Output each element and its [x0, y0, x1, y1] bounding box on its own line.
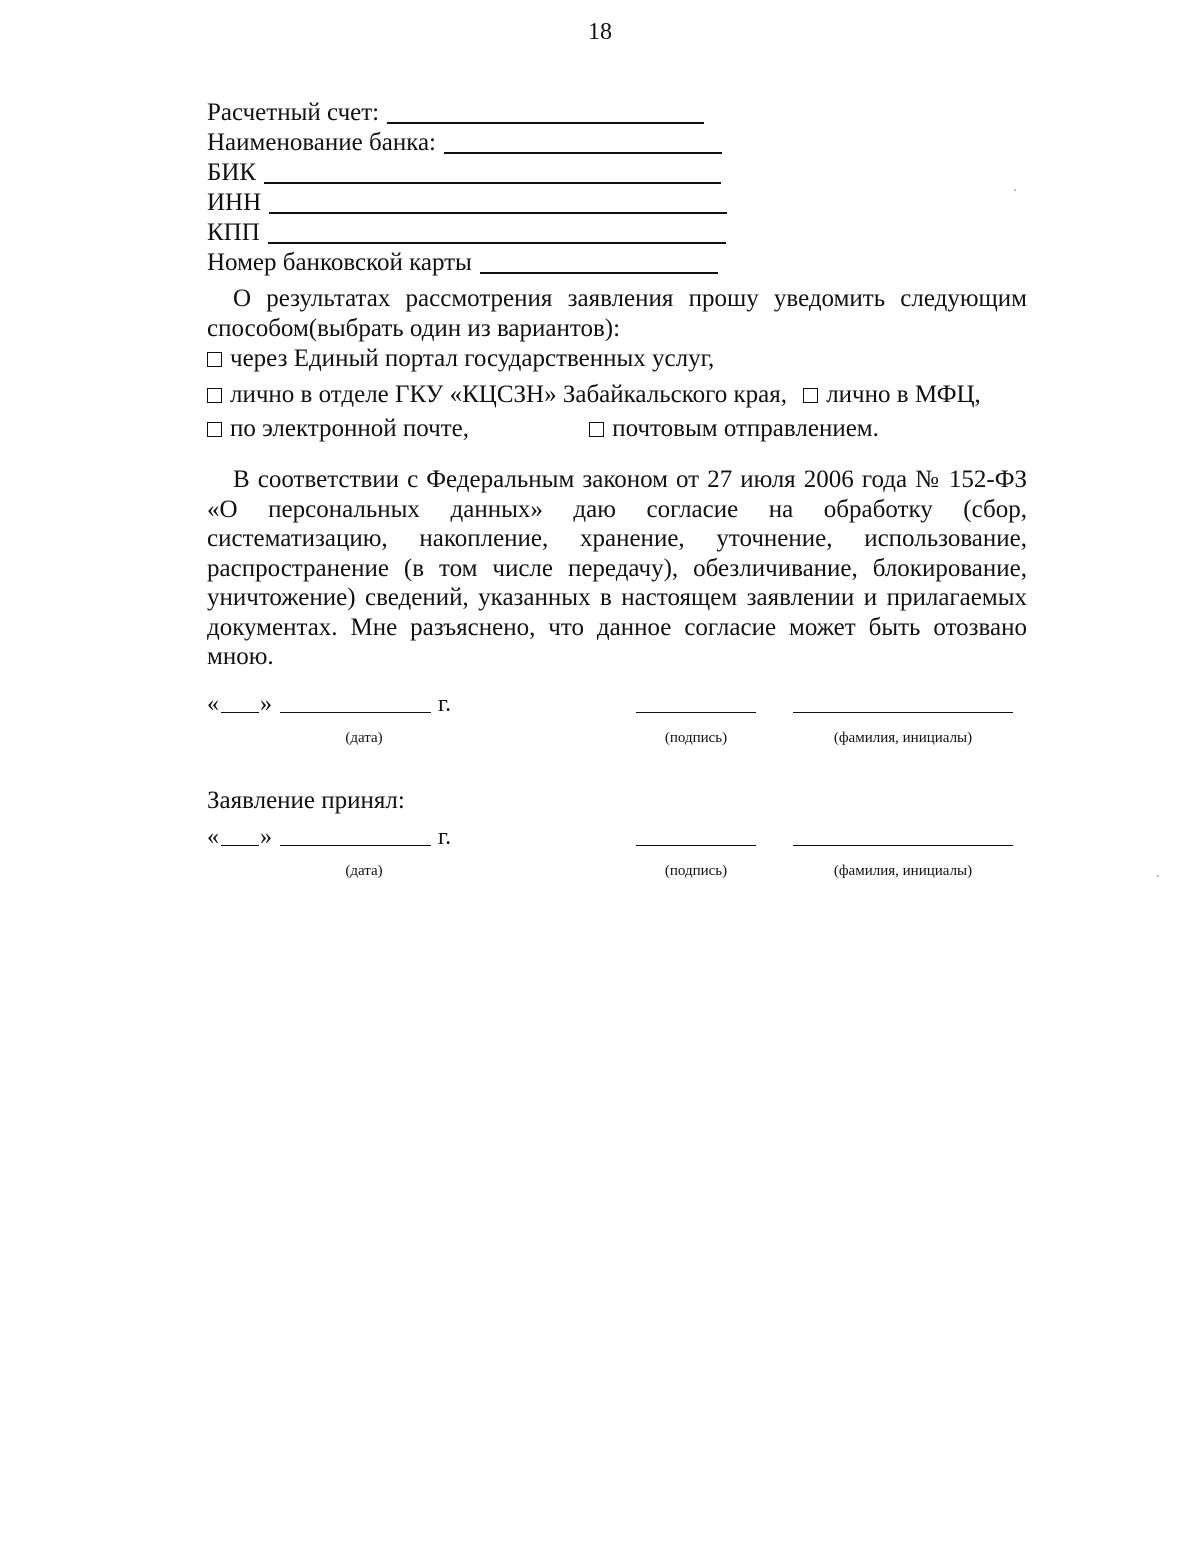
date-quote-open: « — [207, 691, 219, 717]
field-card-number — [207, 248, 718, 277]
option-epgu-label: через Единый портал государственных услуг, — [230, 345, 715, 372]
scan-speck — [1014, 189, 1016, 191]
option-epgu[interactable] — [207, 344, 714, 374]
receiver-signature-row — [0, 823, 1200, 883]
scan-speck — [1157, 875, 1159, 877]
signature-caption: (подпись) — [664, 730, 728, 746]
checkbox-kcszn[interactable] — [207, 388, 222, 403]
option-post[interactable] — [589, 414, 879, 444]
option-mfc-label: лично в МФЦ, — [826, 381, 981, 408]
option-email-label: по электронной почте, — [230, 415, 469, 442]
field-kpp — [207, 218, 726, 247]
field-kpp-label: КПП — [207, 219, 260, 246]
receiver-date-caption: (дата) — [345, 863, 383, 879]
option-row-3 — [207, 414, 879, 444]
receiver-date-quote-open: « — [207, 824, 219, 850]
field-bank-name — [207, 128, 722, 157]
field-account-input[interactable] — [387, 100, 704, 124]
receiver-year-suffix: г. — [438, 824, 452, 850]
field-inn — [207, 188, 727, 217]
receiver-signature-caption: (подпись) — [664, 863, 728, 879]
notify-paragraph: О результатах рассмотрения заявления прошу уведомить следующим способом(выбрать один из вариантов): — [207, 285, 1027, 342]
name-initials-input[interactable] — [793, 712, 1013, 713]
field-card-number-input[interactable] — [480, 250, 718, 274]
day-input[interactable] — [221, 712, 259, 713]
receiver-month-year-input[interactable] — [280, 845, 431, 846]
receiver-day-input[interactable] — [221, 845, 259, 846]
consent-paragraph: В соответствии с Федеральным законом от 27 июля 2006 года № 152-ФЗ «О персональных данных» даю согласие на обработку (сбор, систематизацию, накопление, хранение, уточнение, использование, распространение (в том числе передачу), обезличивание, блокирование, уничтожение) сведений, указанных в настоящем заявлении и прилагаемых документах. Мне разъяснено, что данное согласие может быть отозвано мною. — [207, 466, 1027, 670]
checkbox-post[interactable] — [589, 422, 604, 437]
checkbox-epgu[interactable] — [207, 352, 222, 367]
receiver-signature-input[interactable] — [636, 845, 756, 846]
page-number: 18 — [588, 19, 612, 45]
option-email[interactable] — [207, 414, 583, 444]
received-label: Заявление принял: — [207, 787, 405, 814]
date-quote-close: » — [260, 691, 272, 717]
field-kpp-input[interactable] — [268, 220, 726, 244]
name-caption: (фамилия, инициалы) — [833, 730, 973, 746]
option-kcszn-label: лично в отделе ГКУ «КЦСЗН» Забайкальского края, — [230, 381, 787, 408]
option-row-2 — [207, 380, 981, 410]
option-post-label: почтовым отправлением. — [612, 415, 879, 442]
checkbox-mfc[interactable] — [803, 388, 818, 403]
field-inn-input[interactable] — [269, 190, 727, 214]
field-bik — [207, 158, 721, 187]
option-kcszn[interactable] — [207, 380, 787, 410]
receiver-name-initials-input[interactable] — [793, 845, 1013, 846]
field-inn-label: ИНН — [207, 189, 262, 216]
checkbox-email[interactable] — [207, 422, 222, 437]
field-bik-input[interactable] — [264, 160, 721, 184]
field-bank-name-label: Наименование банка: — [207, 129, 437, 156]
field-bank-name-input[interactable] — [444, 130, 722, 154]
year-suffix: г. — [438, 691, 452, 717]
applicant-signature-row — [0, 690, 1200, 750]
signature-input[interactable] — [636, 712, 756, 713]
date-caption: (дата) — [345, 730, 383, 746]
field-card-number-label: Номер банковской карты — [207, 249, 472, 276]
field-bik-label: БИК — [207, 159, 257, 186]
receiver-name-caption: (фамилия, инициалы) — [833, 863, 973, 879]
field-account-label: Расчетный счет: — [207, 99, 380, 126]
month-year-input[interactable] — [280, 712, 431, 713]
field-account — [207, 98, 704, 127]
receiver-date-quote-close: » — [260, 824, 272, 850]
option-mfc[interactable] — [803, 380, 981, 410]
option-row-1 — [207, 344, 714, 374]
